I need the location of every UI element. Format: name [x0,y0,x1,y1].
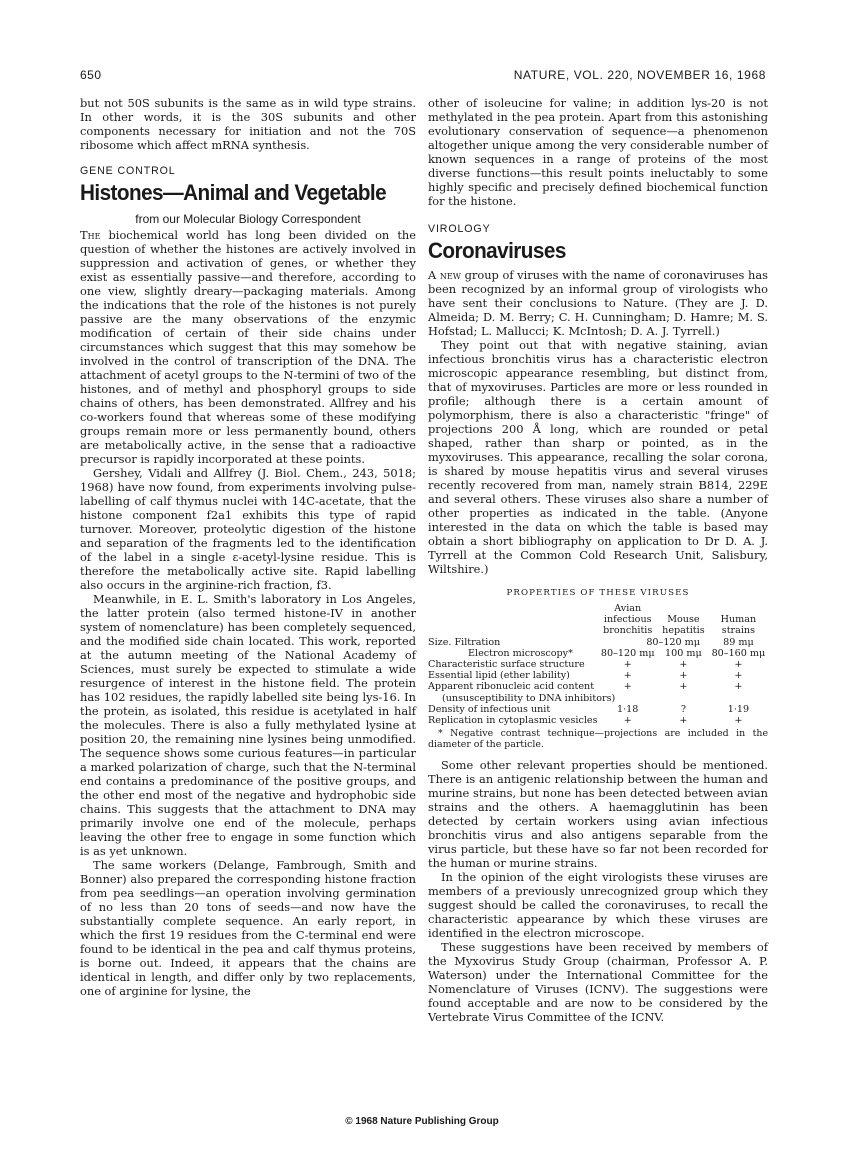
section-kicker: VIROLOGY [428,223,491,235]
right-column [428,96,768,1024]
left-column [80,96,416,998]
cell: + [623,659,632,671]
cell: 89 mμ [723,636,754,648]
row-label: Apparent ribonucleic acid content [428,681,595,693]
table-row [428,637,768,648]
row-label: Electron microscopy* [468,647,573,659]
cell: 80–160 mμ [711,647,766,659]
column-header: Mouse hepatitis [662,614,705,637]
column-header: Human strains [720,614,757,637]
continuation-paragraph: other of isoleucine for valine; in addition lys-20 is not methylated in the pea protein. Apart from this astonishing evolutionary conservation of sequence—a phenomenon altogether unique among the very considerable number of known sequences in a range of proteins of the most diverse functions—this result points ineluctably to some highly specific and precisely defined biochemical function for the histone. [428,96,768,208]
row-label: Replication in cytoplasmic vesicles [428,715,598,727]
cell: ? [680,703,686,715]
lead-word: The [80,228,101,242]
cell: + [679,670,688,682]
article-headline: Coronaviruses [428,238,566,263]
cell: + [623,681,632,693]
row-label: Density of infectious unit [428,703,551,715]
cell: + [734,659,743,671]
cell: 1·19 [727,703,750,715]
table-row [428,681,768,692]
paragraph: In the opinion of the eight virologists these viruses are members of a previously unrecognized group which they suggest should be called the coronaviruses, to recall the characteristic appearance by which these viruses are identified in the electron microscope. [428,870,768,941]
cell: + [679,715,688,727]
copyright-notice: © 1968 Nature Publishing Group [345,1116,499,1127]
cell: + [679,681,688,693]
section-kicker: GENE CONTROL [80,165,176,177]
cell: + [734,670,743,682]
paragraph [428,268,768,338]
cell: + [623,670,632,682]
row-label: (unsusceptibility to DNA inhibitors) [442,692,616,704]
table-row [428,670,768,681]
cell: 1·18 [617,703,639,715]
cell: + [623,715,632,727]
table-row [428,659,768,670]
properties-table [428,603,768,726]
byline: from our Molecular Biology Correspondent [135,212,361,226]
column-header: Avian infectious bronchitis [603,603,653,637]
cell: 80–120 mμ [646,636,701,648]
table-row [428,693,768,704]
table-title: PROPERTIES OF THESE VIRUSES [506,588,690,598]
intro-paragraph: but not 50S subunits is the same as in wild type strains. In other words, it is the 30S subunits and other components necessary for initiation and not the 70S ribosome which affect mRNA synthesis. [80,96,416,152]
paragraph: The same workers (Delange, Fambrough, Smith and Bonner) also prepared the corresponding histone fraction from pea seedlings—an operation involving germination of no less than 20 tons of seeds—and now have the substantially complete sequence. An early report, in which the first 19 residues from the C-terminal end were found to be identical in the pea and calf thymus proteins, is borne out. Indeed, it appears that the chains are identical in length, and differ only by two replacements, one of arginine for lysine, the [80,858,416,998]
table-row [428,648,768,659]
cell: + [679,659,688,671]
table-footnote: * Negative contrast technique—projections are included in the diameter of the particle. [428,728,768,751]
cell: + [734,681,743,693]
paragraph: These suggestions have been received by members of the Myxovirus Study Group (chairman, Professor A. P. Waterson) under the International Committee for the Nomenclature of Viruses (ICNV). The suggestions were found acceptable and are now to be considered by the Vertebrate Virus Committee of the ICNV. [428,940,768,1025]
row-label: Characteristic surface structure [428,659,585,671]
lead-word: A new [428,268,461,282]
article-headline: Histones—Animal and Vegetable [80,180,387,205]
table-row [428,715,768,726]
paragraph: Gershey, Vidali and Allfrey (J. Biol. Chem., 243, 5018; 1968) have now found, from experiments involving pulse-labelling of calf thymus nuclei with 14C-acetate, that the histone component f2a1 exhibits this type of rapid turnover. Moreover, proteolytic digestion of the histone and separation of the fragments led to the identification of the label in a single ε-acetyl-lysine residue. This is therefore the metabolically active site. Rapid labelling also occurs in the arginine-rich fraction, f3. [80,466,416,592]
paragraph: Meanwhile, in E. L. Smith's laboratory in Los Angeles, the latter protein (also termed histone-IV in another system of nomenclature) has been completely sequenced, and the modified side chain located. This work, reported at the autumn meeting of the National Academy of Sciences, must surely be expected to stimulate a wide resurgence of interest in the histone field. The protein has 102 residues, the rapidly labelled site being lys-16. In the protein, as isolated, this residue is acetylated in half the molecules. There is also a fully methylated lysine at position 20, the remaining nine lysines being unmodified. The sequence shows some curious features—in particular a marked polarization of charge, such that the N-terminal end contains a predominance of the positive groups, and the other end most of the negative and hydrophobic side chains. This suggests that the attachment to DNA may primarily involve one end of the molecule, perhaps leaving the other free to engage in some function which is as yet unknown. [80,592,416,858]
row-label: Size. Filtration [428,636,501,648]
page-number: 650 [80,68,102,82]
paragraph: Some other relevant properties should be mentioned. There is an antigenic relationship between the human and murine strains, but none has been detected between avian strains and the others. A haemagglutinin has been detected by certain workers using avian infectious bronchitis virus and also antigens separable from the virus particle, but these have so far not been recorded for the human or murine strains. [428,758,768,871]
running-header: NATURE, VOL. 220, NOVEMBER 16, 1968 [513,68,766,82]
cell: 80–120 mμ [600,647,655,659]
cell: + [734,715,743,727]
cell: 100 mμ [665,647,702,659]
table-row [428,704,768,715]
paragraph-text: biochemical world has long been divided on the question of whether the histones are actively involved in suppression and activation of genes, or whether they exist as essentially passive—and therefore, according to one view, slightly dreary—packaging materials. Among the indications that the role of the histones is not purely passive are the many observations of the enzymic modification of certain of their side chains under circumstances which suggest that this may somehow be involved in the control of transcription of the DNA. The attachment of acetyl groups to the N-termini of two of the histones, and of methyl and phosphoryl groups to side chains of others, has been demonstrated. Allfrey and his co-workers found that whereas some of these modifying groups remain more or less permanently bound, others are metabolically active, in the sense that a radioactive precursor is rapidly incorporated at these points. [80,228,417,466]
paragraph-text: group of viruses with the name of coronaviruses has been recognized by an informal group of virologists who have sent their conclusions to Nature. (They are J. D. Almeida; D. M. Berry; C. H. Cunningham; D. Hamre; M. S. Hofstad; L. Mallucci; K. McIntosh; D. A. J. Tyrrell.) [428,268,768,338]
row-label: Essential lipid (ether lability) [428,670,570,682]
paragraph: They point out that with negative staining, avian infectious bronchitis virus has a characteristic electron microscopic appearance resembling, but distinct from, that of myxoviruses. Particles are more or less rounded in profile; although there is a certain amount of polymorphism, there is also a characteristic "fringe" of projections 200 Å long, which are rounded or petal shaped, rather than sharp or pointed, as in the myxoviruses. This appearance, recalling the solar corona, is shared by mouse hepatitis virus and several viruses recently recovered from man, namely strain B814, 229E and several others. These viruses also share a number of other properties as indicated in the table. (Anyone interested in the data on which the table is based may obtain a short bibliography on application to Dr D. A. J. Tyrrell at the Common Cold Research Unit, Salisbury, Wiltshire.) [428,338,768,576]
paragraph [80,228,416,466]
